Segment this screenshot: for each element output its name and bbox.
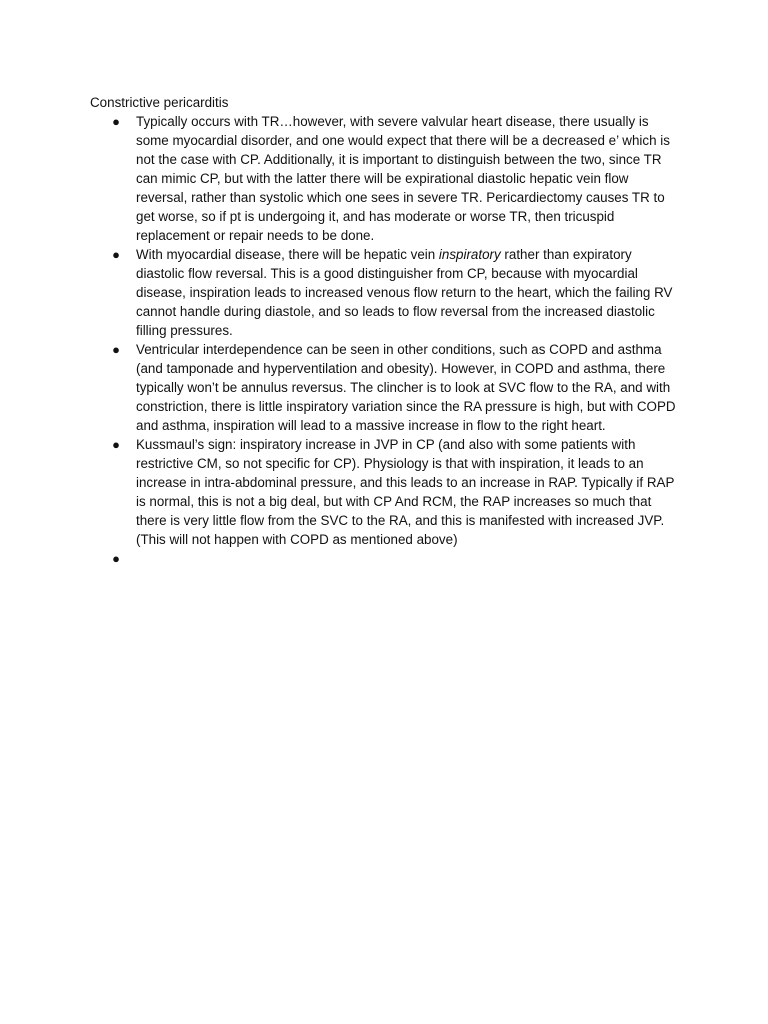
- bullet-item: [90, 435, 680, 549]
- bullet-text: [136, 245, 680, 340]
- italic-emphasis: inspiratory: [438, 247, 501, 262]
- bullet-text: Kussmaul’s sign: inspiratory increase in JVP in CP (and also with some patients with restrictive CM, so not specific for CP). Physiology is that with inspiration, it leads to an increase in intra-abdominal pressure, and this leads to an increase in RAP. Typically if RAP is normal, this is not a big deal, but with CP And RCM, the RAP increases so much that there is very little flow from the SVC to the RA, and this is manifested with increased JVP. (This will not happen with COPD as mentioned above): [136, 437, 675, 547]
- bullet-list: [90, 112, 680, 568]
- bullet-item-empty[interactable]: [90, 549, 680, 568]
- bullet-text-part: With myocardial disease, there will be hepatic vein: [136, 247, 439, 262]
- bullet-item: [90, 245, 680, 340]
- bullet-item: [90, 340, 680, 435]
- bullet-text: Typically occurs with TR…however, with severe valvular heart disease, there usually is some myocardial disorder, and one would expect that there will be a decreased e’ which is not the case with CP. Additionally, it is important to distinguish between the two, since TR can mimic CP, but with the latter there will be expirational diastolic hepatic vein flow reversal, rather than systolic which one sees in severe TR. Pericardiectomy causes TR to get worse, so if pt is undergoing it, and has moderate or worse TR, then tricuspid replacement or repair needs to be done.: [136, 114, 670, 243]
- bullet-icon: ●: [112, 342, 120, 357]
- bullet-text: Ventricular interdependence can be seen in other conditions, such as COPD and asthma (and tamponade and hyperventilation and obesity). However, in COPD and asthma, there typically won’t be annulus reversus. The clincher is to look at SVC flow to the RA, and with constriction, there is little inspiratory variation since the RA pressure is high, but with COPD and asthma, inspiration will lead to a massive increase in flow to the right heart.: [136, 342, 676, 433]
- document-title: Constrictive pericarditis: [90, 95, 229, 110]
- document-body: [90, 93, 680, 568]
- bullet-item: [90, 112, 680, 245]
- bullet-text-part: rather than expiratory diastolic flow reversal. This is a good distinguisher from CP, because with myocardial disease, inspiration leads to increased venous flow return to the heart, which the failing RV cannot handle during diastole, and so leads to flow reversal from the increased diastolic filling pressures.: [136, 247, 673, 338]
- bullet-icon: ●: [112, 114, 120, 129]
- bullet-icon: ●: [112, 437, 120, 452]
- bullet-icon: ●: [112, 551, 120, 566]
- bullet-icon: ●: [112, 247, 120, 262]
